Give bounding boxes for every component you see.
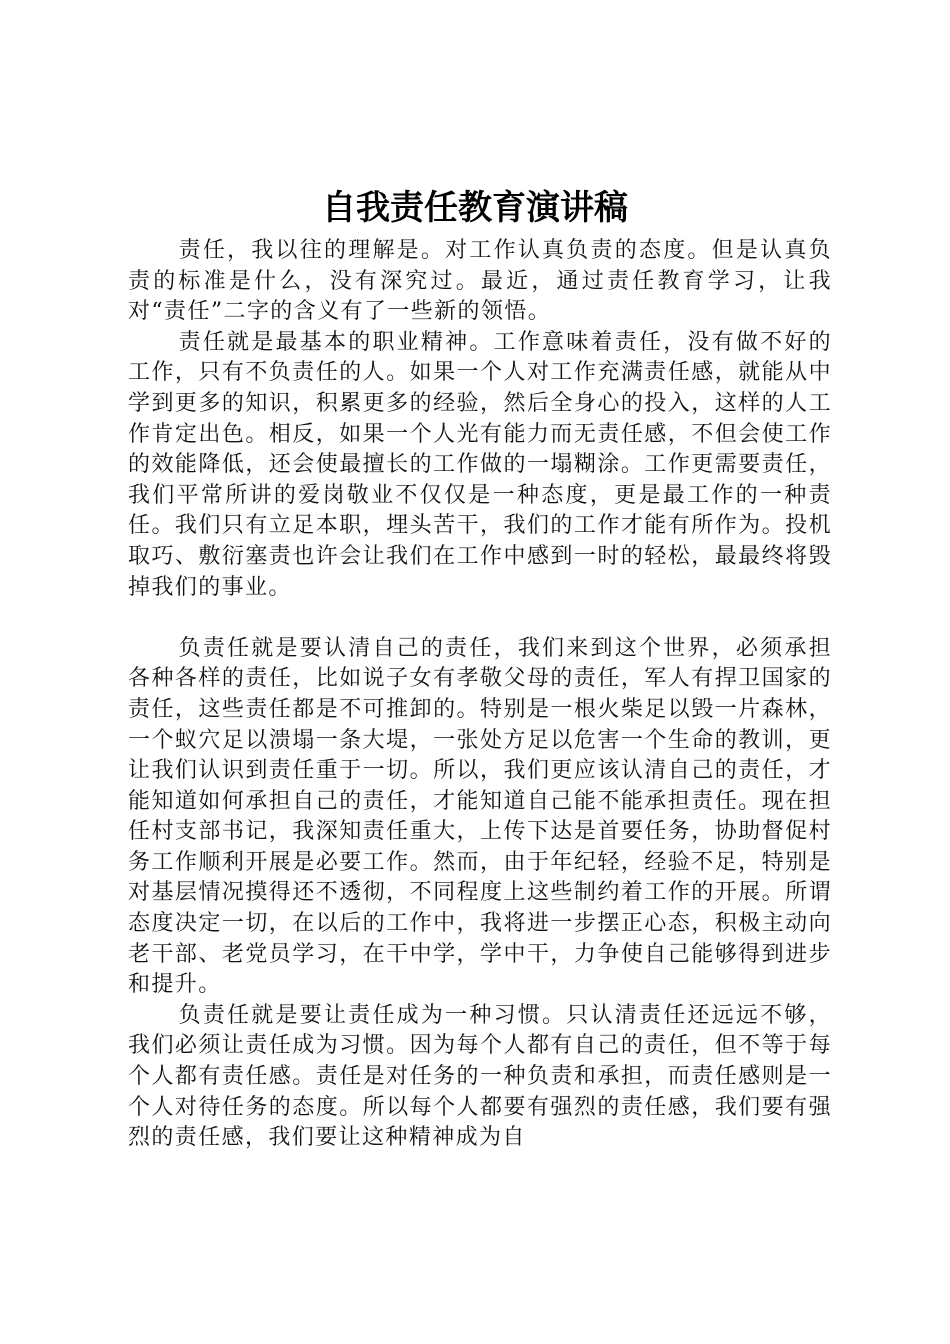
paragraph-1: 责任，我以往的理解是。对工作认真负责的态度。但是认真负责的标准是什么，没有深究过。最近，通过责任教育学习，让我对“责任”二字的含义有了一些新的领悟。 bbox=[128, 238, 832, 325]
paragraph-3: 负责任就是要认清自己的责任，我们来到这个世界，必须承担各种各样的责任，比如说子女有孝敬父母的责任，军人有捍卫国家的责任，这些责任都是不可推卸的。特别是一根火柴足以毁一片森林，一个蚁穴足以溃塌一条大堤，一张处方足以危害一个生命的教训，更让我们认识到责任重于一切。所以，我们更应该认清自己的责任，才能知道如何承担自己的责任，才能知道自己能不能承担责任。现在担任村支部书记，我深知责任重大，上传下达是首要任务，协助督促村务工作顺利开展是必要工作。然而，由于年纪轻，经验不足，特别是对基层情况摸得还不透彻，不同程度上这些制约着工作的开展。所谓态度决定一切，在以后的工作中，我将进一步摆正心态，积极主动向老干部、老党员学习，在干中学，学中干，力争使自己能够得到进步和提升。 bbox=[128, 635, 832, 998]
paragraph-4: 负责任就是要让责任成为一种习惯。只认清责任还远远不够，我们必须让责任成为习惯。因为每个人都有自己的责任，但不等于每个人都有责任感。责任是对任务的一种负责和承担，而责任感则是一个人对待任务的态度。所以每个人都要有强烈的责任感，我们要有强烈的责任感，我们要让这种精神成为自 bbox=[128, 1002, 832, 1151]
document-body bbox=[128, 236, 832, 1154]
paragraph-gap bbox=[128, 603, 832, 634]
paragraph-2: 责任就是最基本的职业精神。工作意味着责任，没有做不好的工作，只有不负责任的人。如果一个人对工作充满责任感，就能从中学到更多的知识，积累更多的经验，然后全身心的投入，这样的人工作肯定出色。相反，如果一个人光有能力而无责任感，不但会使工作的效能降低，还会使最擅长的工作做的一塌糊涂。工作更需要责任，我们平常所讲的爱岗敬业不仅仅是一种态度，更是最工作的一种责任。我们只有立足本职，埋头苦干，我们的工作才能有所作为。投机取巧、敷衍塞责也许会让我们在工作中感到一时的轻松，最最终将毁掉我们的事业。 bbox=[128, 329, 832, 600]
document-title: 自我责任教育演讲稿 bbox=[322, 188, 628, 228]
